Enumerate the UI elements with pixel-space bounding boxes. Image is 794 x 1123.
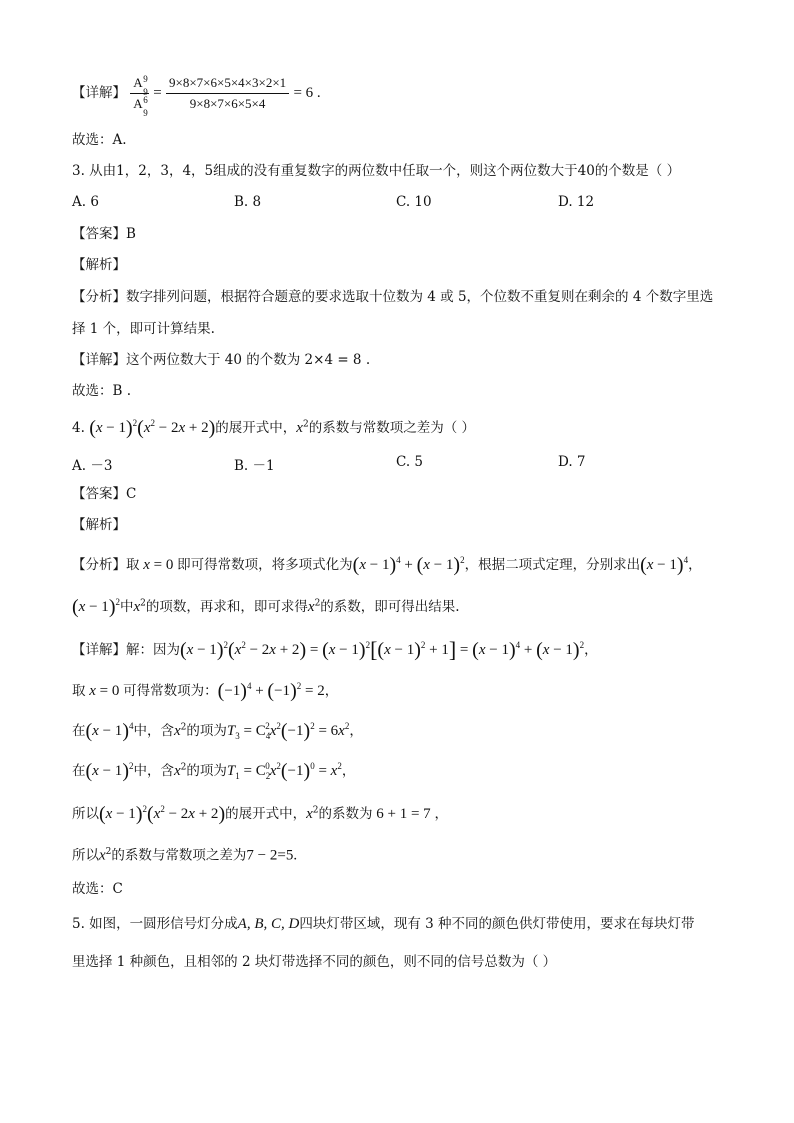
q4-option-b: B. －1 [234,458,275,474]
q5-line-2: 里选择 1 种颜色，且相邻的 2 块灯带选择不同的颜色，则不同的信号总数为（ ） [72,954,557,970]
q4-jiexi: 【解析】 [72,517,126,533]
q4-term-1: 在$(x - 1)^4$中，含$x^2$的项为$T_3 = C_4^2x^2(-1)^2 = 6x^2$， [72,720,363,742]
q2-choice: 故选：A. [72,132,127,148]
q4-option-c: C. 5 [396,454,424,470]
q2-detail-line: 【详解】 A 9 9 A 6 9 = $\frac{9\times 8\times 7\times 6\times 5\times 4\times 3\times 2\times 1}{9\times 8\times 7\times 6\times 5\times 4}$ = 6 . [72,74,321,118]
q4-choice: 故选：C [72,881,123,897]
q4-option-a: A. －3 [72,458,113,474]
q4-option-d: D. 7 [558,454,586,470]
q5-line-1: 5. 如图，一圆形信号灯分成A, B, C, D四块灯带区域，现有 3 种不同的颜色供灯带使用，要求在每块灯带 [72,916,695,932]
q4-const-line: 取 x = 0 可得常数项为：$(-1)^4 + (-1)^2 = 2$， [72,680,339,702]
q4-detail-1: 【详解】解：因为$(x - 1)^2(x^2 - 2x + 2) = (x - 1)^2[(x - 1)^2 + 1] = (x - 1)^4 + (x - 1)^2$， [72,637,598,662]
q4-analysis-1: 【分析】取 x = 0 即可得常数项，将多项式化为$(x - 1)^4 + (x - 1)^2$，根据二项式定理，分别求出$(x - 1)^4$， [72,554,702,576]
q4-analysis-2: $(x - 1)^2$中$x^2$的项数，再求和，即可求得$x^2$的系数，即可得出结果. [72,596,460,618]
q3-answer: 【答案】B [72,226,136,242]
factorial-fraction [166,74,289,113]
q3-analysis-2: 择 1 个，即可计算结果. [72,321,215,337]
q4-answer: 【答案】C [72,486,137,502]
q3-option-d: D. 12 [558,194,595,210]
q3-choice: 故选：B . [72,383,132,399]
permutation-ratio: A 9 9 A 6 9 [130,74,149,113]
q3-option-a: A. 6 [72,194,99,210]
q4-question: 4. $(x - 1)^2(x^2 - 2x + 2)$的展开式中，$x^2$的系数与常数项之差为（ ） [72,417,475,439]
q3-option-c: C. 10 [396,194,432,210]
fraction-result: = 6 . [293,85,321,101]
fraction-denominator: 9×8×7×6×5×4 [189,96,266,111]
fraction-numerator: 9×8×7×6×5×4×3×2×1 [166,74,289,94]
q3-jiexi: 【解析】 [72,257,126,273]
q3-option-b: B. 8 [234,194,262,210]
q4-diff-line: 所以$x^2$的系数与常数项之差为7 − 2=5. [72,847,298,864]
q3-analysis-1: 【分析】数字排列问题，根据符合题意的要求选取十位数为 4 或 5，个位数不重复则在剩余的 4 个数字里选 [72,289,714,305]
q4-term-2: 在$(x - 1)^2$中，含$x^2$的项为$T_1 = C_2^0x^2(-1)^0 = x^2$， [72,760,356,782]
detail-label: 【详解】 [72,85,126,101]
q4-sum-line: 所以$(x - 1)^2(x^2 - 2x + 2)$的展开式中，$x^2$的系数为 6 + 1 = 7 ， [72,803,448,825]
q3-detail: 【详解】这个两位数大于 40 的个数为 2×4 = 8 . [72,352,371,368]
q3-question: 3. 从由1，2，3，4，5组成的没有重复数字的两位数中任取一个，则这个两位数大于40的个数是（ ） [72,163,681,179]
